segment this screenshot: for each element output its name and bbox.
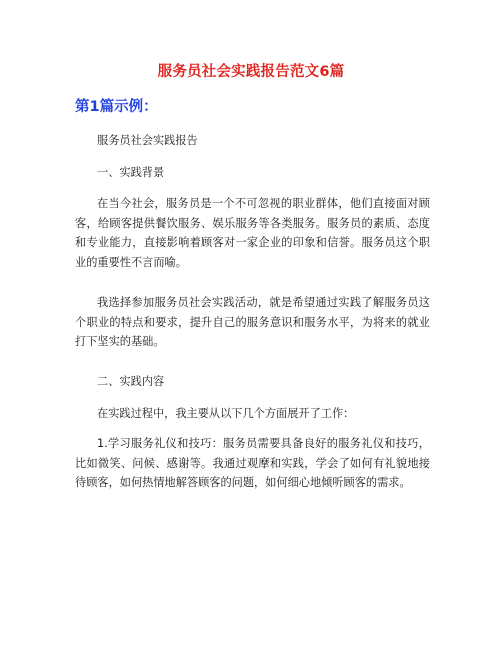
paragraph-background: 在当今社会，服务员是一个不可忽视的职业群体，他们直接面对顾客，给顾客提供餐饮服务、娱乐服务等各类服务。服务员的素质、态度和专业能力，直接影响着顾客对一家企业的印象和信誉。服务员这个职业的重要性不言而喻。 [75,197,430,270]
example-heading: 第1篇示例： [75,99,158,115]
paragraph-etiquette: 1.学习服务礼仪和技巧：服务员需要具备良好的服务礼仪和技巧，比如微笑、问候、感谢等。我通过观摩和实践，学会了如何有礼貌地接待顾客，如何热情地解答顾客的问题，如何细心地倾听顾客的需求。 [75,437,430,490]
report-subtitle: 服务员社会实践报告 [97,134,198,147]
document-title: 服务员社会实践报告范文6篇 [157,64,345,80]
section-heading-background: 一、实践背景 [97,166,165,179]
paragraph-content-intro: 在实践过程中，我主要从以下几个方面展开了工作： [97,407,355,420]
section-heading-content: 二、实践内容 [97,375,165,388]
paragraph-motivation: 我选择参加服务员社会实践活动，就是希望通过实践了解服务员这个职业的特点和要求，提升自己的服务意识和服务水平，为将来的就业打下坚实的基础。 [75,296,430,349]
